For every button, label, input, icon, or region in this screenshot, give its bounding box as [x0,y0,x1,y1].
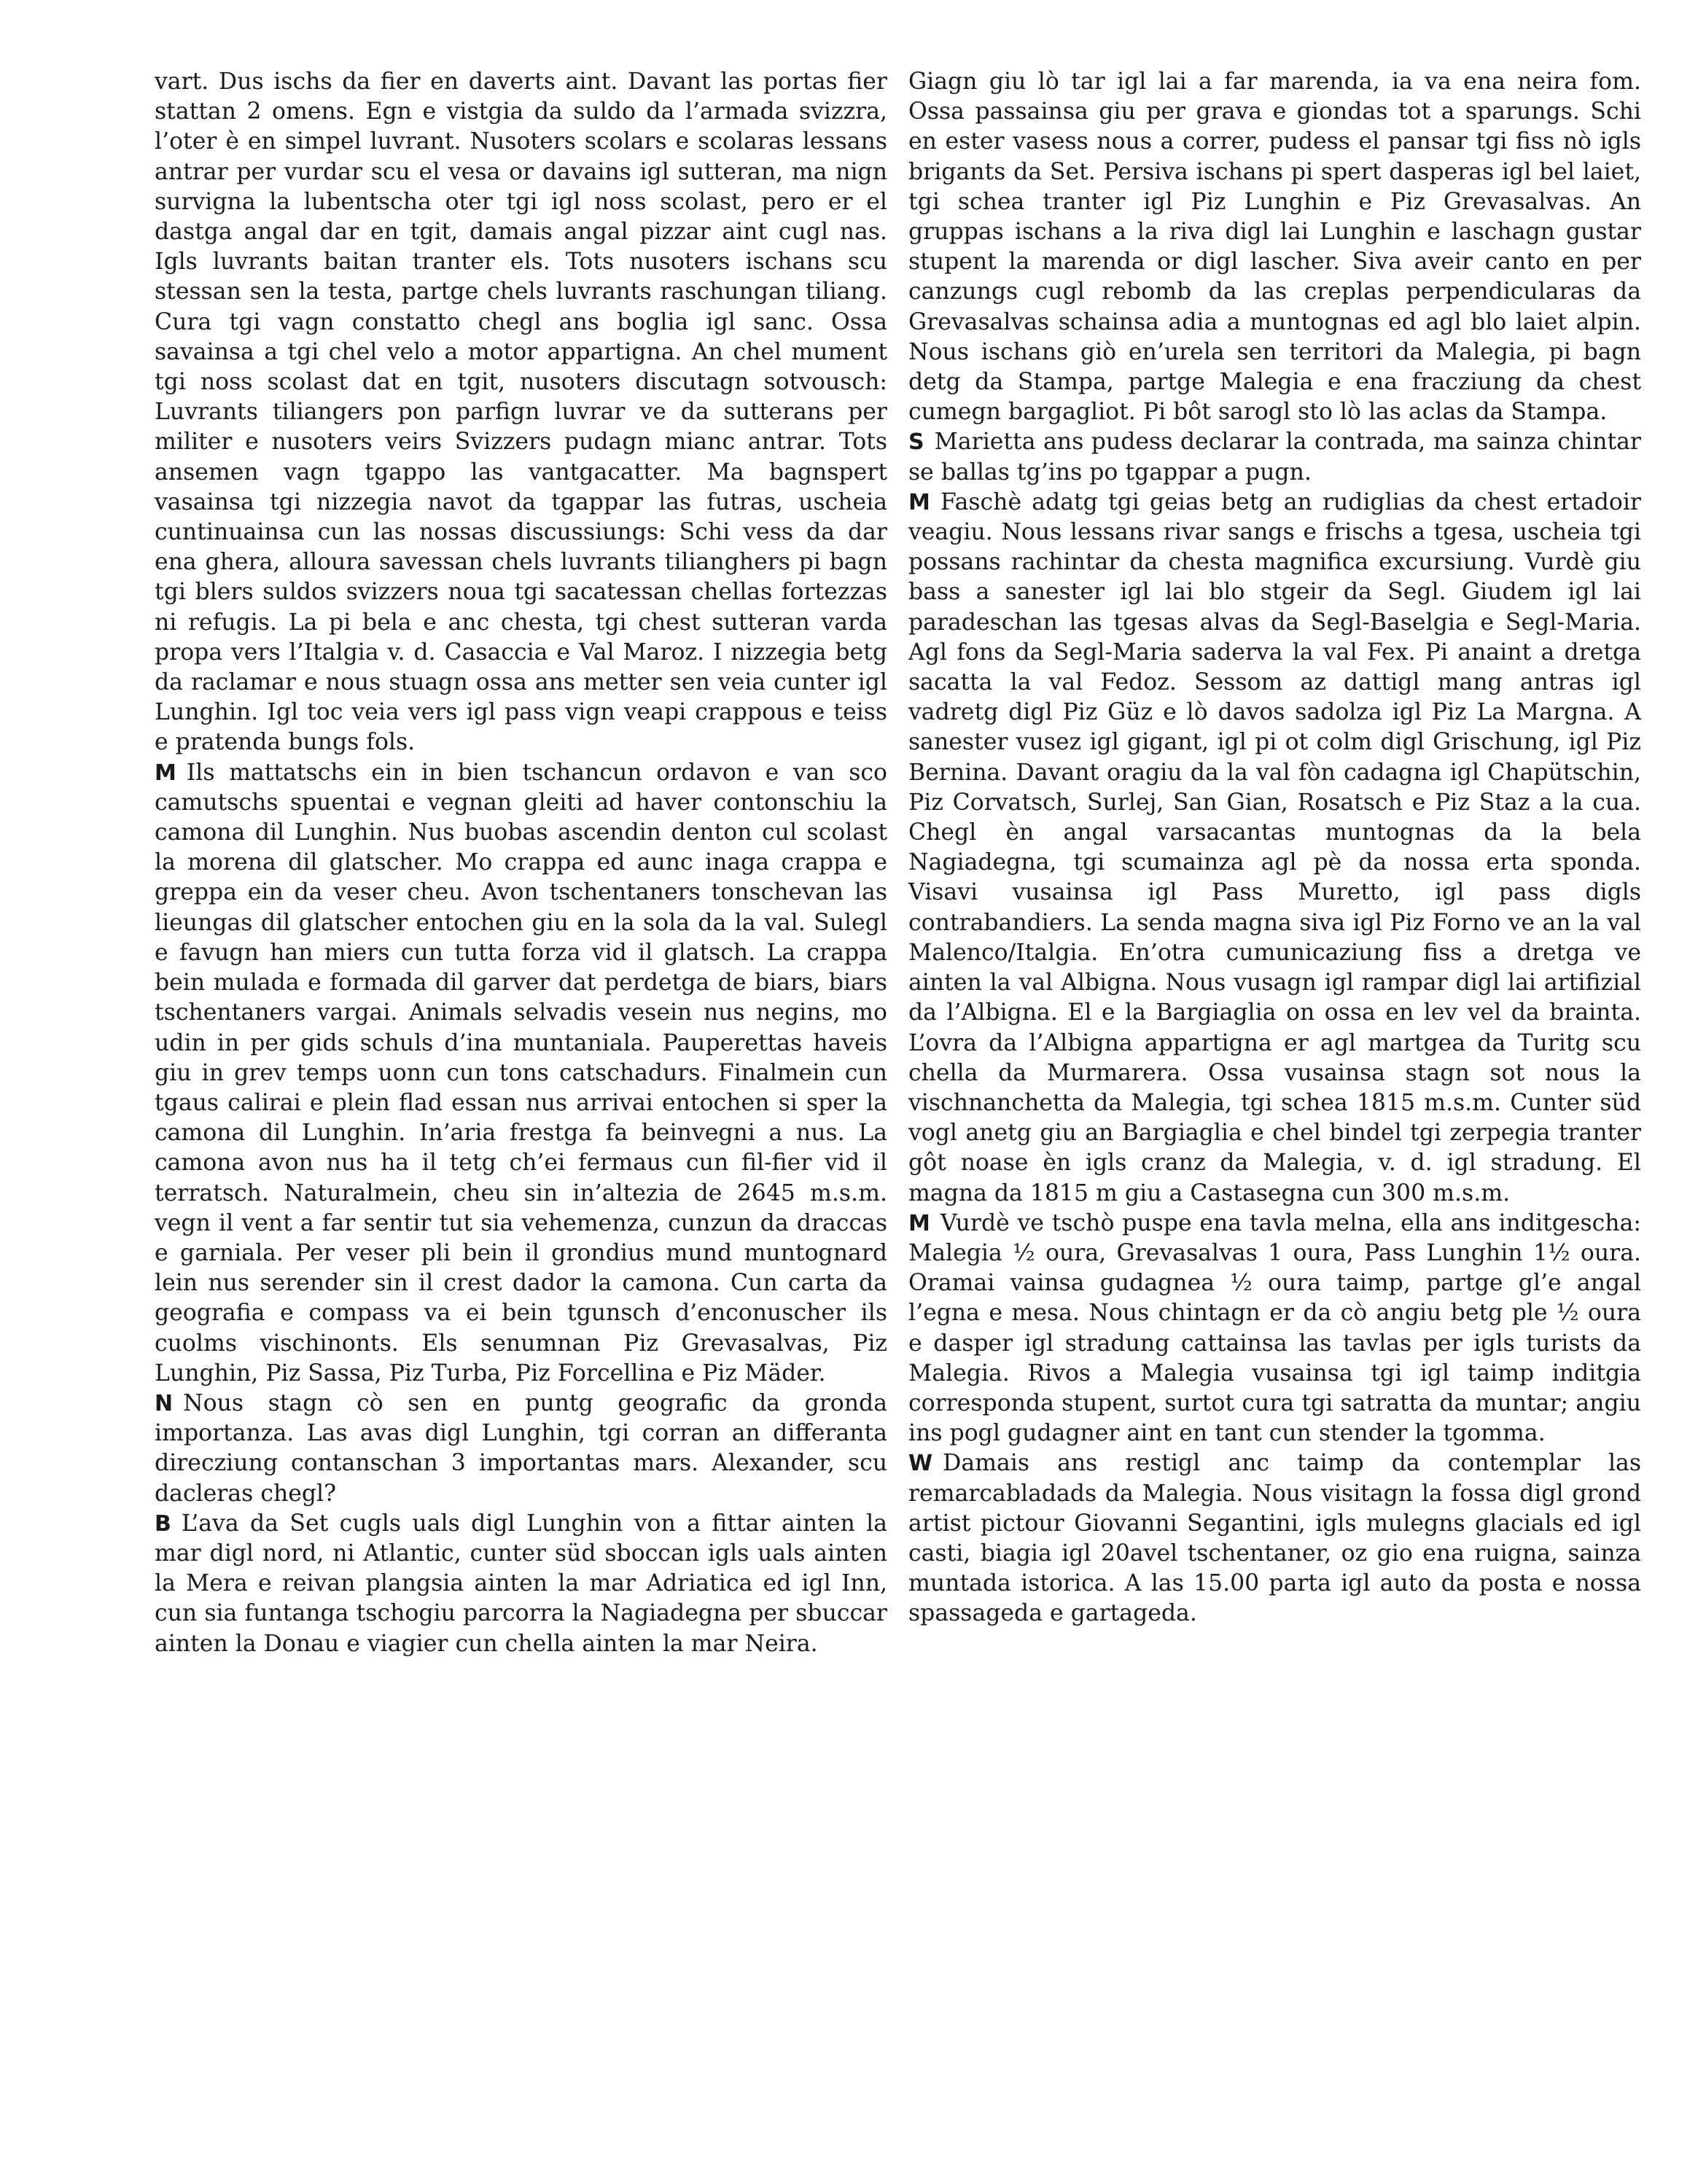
speaker-initial: W [908,1451,933,1477]
speaker-initial: S [908,429,924,456]
speaker-initial: M [908,489,930,515]
paragraph-text: L’ava da Set cugls uals digl Lunghin von a fittar ainten la mar digl nord, ni Atlantic, cunter süd sboccan igls uals ainten la Mera e reivan plangsia ainten la mar Adriatica ed igl Inn, cun sia funtanga tschogiu parcorra la Nagiadegna per sbuccar ainten la Donau e viagier cun chella ainten la mar Neira. [155,1510,887,1657]
paragraph [155,1389,887,1509]
paragraph [908,67,1641,427]
paragraph [908,1209,1641,1449]
paragraph-text: Marietta ans pudess declarar la contrada, ma sainza chintar se ballas tg’ins po tgappar a pugn. [908,429,1641,485]
paragraph-text: Giagn giu lò tar igl lai a far marenda, ia va ena neira fom. Ossa passainsa giu per grava e giondas tot a sparungs. Schi en ester vasess nous a correr, pudess el pansar tgi fiss nò igls brigants da Set. Persiva ischans pi spert dasperas igl bel laiet, tgi schea tranter igl Piz Lunghin e Piz Grevasalvas. An gruppas ischans a la riva digl lai Lunghin e laschagn gustar stupent la marenda or digl lascher. Siva aveir canto en per canzungs cugl rebomb da las creplas perpendicularas da Grevasalvas schainsa adia a muntognas ed agl blo laiet alpin. Nous ischans giò en’urela sen territori da Malegia, pi bagn detg da Stampa, partge Malegia e ena fracziung da chest cumegn bargagliot. Pi bôt sarogl sto lò las aclas da Stampa. [908,69,1641,426]
left-column [155,67,887,1659]
paragraph-text: Faschè adatg tgi geias betg an rudiglias da chest ertadoir veagiu. Nous lessans rivar sangs e frischs a tgesa, uscheia tgi possans rachintar da chesta magnifica excursiung. Vurdè giu bass a sanester igl lai blo stgeir da Segl. Giudem igl lai paradeschan las tgesas alvas da Segl-Baselgia e Segl-Maria. Agl fons da Segl-Maria saderva la val Fex. Pi anaint a dretga sacatta la val Fedoz. Sessom az dattigl mang antras igl vadretg digl Piz Güz e lò davos sadolza igl Piz La Margna. A sanester vusez igl gigant, igl pi ot colm digl Grischung, igl Piz Bernina. Davant oragiu da la val fòn cadagna igl Chapütschin, Piz Corvatsch, Surlej, San Gian, Rosatsch e Piz Staz a la cua. Chegl èn angal varsacantas muntognas da la bela Nagiadegna, tgi scumainza agl pè da nossa erta sponda. Visavi vusainsa igl Pass Muretto, igl pass digls contrabandiers. La senda magna siva igl Piz Forno ve an la val Malenco/Italgia. En’otra cumunicaziung fiss a dretga ve ainten la val Albigna. Nous vusagn igl rampar digl lai artifizial da l’Albigna. El e la Bargiaglia on ossa en lev vel da brainta. L’ovra da l’Albigna appartigna er agl martgea da Turitg scu chella da Murmarera. Ossa vusainsa stagn sot nous la vischnanchetta da Malegia, tgi schea 1815 m.s.m. Cunter süd vogl anetg giu an Bargiaglia e chel bindel tgi zerpegia tranter gôt noase èn igls cranz da Malegia, v. d. igl stradung. El magna da 1815 m giu a Castasegna cun 300 m.s.m. [908,488,1641,1206]
speaker-initial: M [908,1210,930,1236]
paragraph [908,427,1641,487]
paragraph [908,1448,1641,1629]
paragraph-text: Damais ans restigl anc taimp da contemplar las remarcabladads da Malegia. Nous visitagn la fossa digl grond artist pictour Giovanni Segantini, igls mulegns glacials ed igl casti, biagia igl 20avel tschentaner, oz gio ena ruigna, sainza muntada istorica. A las 15.00 parta igl auto da posta e nossa spassageda e gartageda. [908,1450,1641,1627]
paragraph [155,67,887,758]
speaker-initial: B [155,1510,171,1537]
paragraph-text: Nous stagn cò sen en puntg geografic da gronda importanza. Las avas digl Lunghin, tgi corran an differanta direcziung contanschan 3 importantas mars. Alexander, scu dacleras chegl? [155,1389,887,1507]
paragraph-text: Ils mattatschs ein in bien tschancun ordavon e van sco camutschs spuentai e vegnan gleiti ad haver contonschiu la camona dil Lunghin. Nus buobas ascendin denton cul scolast la morena dil glatscher. Mo crappa ed aunc inaga crappa e greppa ein da veser cheu. Avon tschentaners tonschevan las lieungas dil glatscher entochen giu en la sola da la val. Sulegl e favugn han miers cun tutta forza vid il glatsch. La crappa bein mulada e formada dil garver dat perdetga de biars, biars tschentaners vargai. Animals selvadis vesein nus negins, mo udin in per gids schuls d’ina muntaniala. Pauperettas haveis giu in grev temps uonn cun tons catschadurs. Finalmein cun tgaus calirai e plein flad essan nus arrivai entochen si sper la camona dil Lunghin. In’aria frestga fa beinvegni a nus. La camona avon nus ha il tetg ch’ei fermaus cun fil-fier vid il terratsch. Naturalmein, cheu sin in’altezia de 2645 m.s.m. vegn il vent a far sentir tut sia vehemenza, cunzun da draccas e garniala. Per veser pli bein il grondius mund muntognard lein nus serender sin il crest dador la camona. Cun carta da geografia e compass va ei bein tgunsch d’enconuscher ils cuolms vischinonts. Els senumnan Piz Grevasalvas, Piz Lunghin, Piz Sassa, Piz Turba, Piz Forcellina e Piz Mäder. [155,759,887,1387]
paragraph-text: vart. Dus ischs da fier en daverts aint. Davant las portas fier stattan 2 omens. Egn e vistgia da suldo da l’armada svizzra, l’oter è en simpel luvrant. Nusoters scolars e scolaras lessans antrar per vurdar scu el vesa or davains igl sutteran, ma nign survigna la lubentscha oter tgi igl noss scolast, pero er el dastga angal dar en tgit, damais angal pizzar aint cugl nas. Igls luvrants baitan tranter els. Tots nusoters ischans scu stessan sen la testa, partge chels luvrants raschungan tiliang. Cura tgi vagn constatto chegl ans boglia igl sanc. Ossa savainsa a tgi chel velo a motor appartigna. An chel mument tgi noss scolast dat en tgit, nusoters discutagn sotvousch: Luvrants tiliangers pon parfign luvrar ve da sutterans per militer e nusoters veirs Svizzers pudagn mianc antrar. Tots ansemen vagn tgappo las vantgacatter. Ma bagnspert vasainsa tgi nizzegia navot da tgappar las futras, uscheia cuntinuainsa cun las nossas discussiungs: Schi vess da dar ena ghera, alloura savessan chels luvrants tilianghers pi bagn tgi blers suldos svizzers noua tgi sacatessan chellas fortezzas ni refugis. La pi bela e anc chesta, tgi chest sutteran varda propa vers l’Italgia v. d. Casaccia e Val Maroz. I nizzegia betg da raclamar e nous stuagn ossa ans metter sen veia cunter igl Lunghin. Igl toc veia vers igl pass vign veapi crappous e teiss e pratenda bungs fols. [155,69,887,756]
speaker-initial: M [155,760,176,786]
paragraph [155,1509,887,1659]
paragraph [908,488,1641,1209]
paragraph [155,758,887,1389]
paragraph-text: Vurdè ve tschò puspe ena tavla melna, ella ans inditgescha: Malegia ½ oura, Grevasalvas 1 oura, Pass Lunghin 1½ oura. Oramai vainsa gudagnea ½ oura taimp, partge gl’e angal l’egna e mesa. Nous chintagn er da cò angiu betg ple ½ oura e dasper igl stradung cattainsa las tavlas per igls turists da Malegia. Rivos a Malegia vusainsa tgi igl taimp inditgia corresponda stupent, surtot cura tgi satratta da muntar; angiu ins pogl gudagner aint en tant cun stender la tgomma. [908,1209,1641,1447]
speaker-initial: N [155,1390,174,1416]
right-column [908,67,1641,1629]
